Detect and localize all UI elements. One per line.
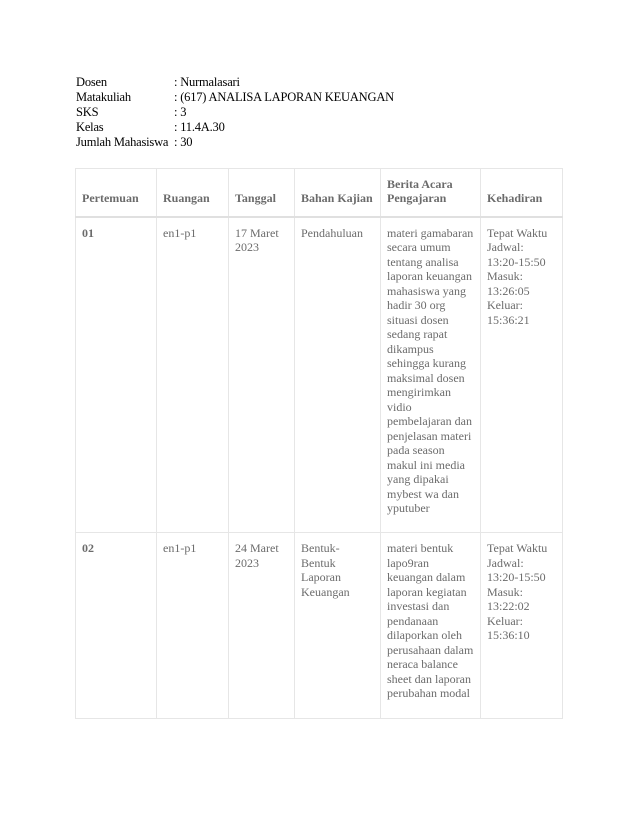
- attendance-check-out: Keluar: 15:36:21: [487, 298, 530, 327]
- cell-pertemuan: 01: [76, 217, 157, 533]
- column-header-tanggal: Tanggal: [229, 169, 295, 217]
- column-header-ruangan: Ruangan: [157, 169, 229, 217]
- info-value: : 30: [174, 135, 193, 149]
- cell-ruangan: en1-p1: [157, 533, 229, 719]
- cell-bahan-kajian: Bentuk-Bentuk Laporan Keuangan: [295, 533, 381, 719]
- info-label: Kelas: [76, 120, 104, 134]
- info-row-dosen: [76, 75, 394, 90]
- attendance-schedule: Jadwal: 13:20-15:50: [487, 555, 546, 584]
- cell-ruangan: en1-p1: [157, 217, 229, 533]
- info-row-sks: [76, 105, 394, 120]
- cell-tanggal: 17 Maret 2023: [229, 217, 295, 533]
- info-value: : (617) ANALISA LAPORAN KEUANGAN: [174, 90, 394, 104]
- table-row: [76, 217, 563, 533]
- attendance-schedule: Jadwal: 13:20-15:50: [487, 240, 546, 269]
- column-header-berita-acara: Berita Acara Pengajaran: [381, 169, 481, 217]
- info-row-matakuliah: [76, 90, 394, 105]
- attendance-status: Tepat Waktu: [487, 225, 548, 240]
- cell-pertemuan: 02: [76, 533, 157, 719]
- info-label: Dosen: [76, 75, 107, 89]
- attendance-table-wrapper: [75, 168, 562, 719]
- cell-kehadiran: [481, 533, 563, 719]
- info-row-jumlah-mahasiswa: [76, 135, 394, 150]
- info-value: : Nurmalasari: [174, 75, 240, 89]
- attendance-check-in: Masuk: 13:22:02: [487, 584, 530, 613]
- info-row-kelas: [76, 120, 394, 135]
- cell-berita-acara: materi bentuk lapo9ran keuangan dalam laporan kegiatan investasi dan pendanaan dilaporkan oleh perusahaan dalam neraca balance sheet dan laporan perubahan modal: [381, 533, 481, 719]
- cell-kehadiran: [481, 217, 563, 533]
- column-header-pertemuan: Pertemuan: [76, 169, 157, 217]
- table-header-row: [76, 169, 563, 217]
- info-label: SKS: [76, 105, 99, 119]
- info-label: Jumlah Mahasiswa: [76, 135, 169, 149]
- attendance-status: Tepat Waktu: [487, 541, 548, 555]
- column-header-kehadiran: Kehadiran: [481, 169, 563, 217]
- info-value: : 3: [174, 105, 187, 119]
- cell-bahan-kajian: Pendahuluan: [295, 217, 381, 533]
- column-header-bahan-kajian: Bahan Kajian: [295, 169, 381, 217]
- table-row: [76, 533, 563, 719]
- attendance-table: [75, 168, 563, 719]
- info-label: Matakuliah: [76, 90, 131, 104]
- course-info-header: [76, 75, 394, 150]
- attendance-check-out: Keluar: 15:36:10: [487, 613, 530, 642]
- attendance-check-in: Masuk: 13:26:05: [487, 269, 530, 298]
- cell-berita-acara: materi gamabaran secara umum tentang analisa laporan keuangan mahasiswa yang hadir 30 org situasi dosen sedang rapat dikampus sehingga kurang maksimal dosen mengirimkan vidio pembelajaran dan penjelasan materi pada season makul ini media yang dipakai mybest wa dan yputuber: [381, 217, 481, 533]
- cell-tanggal: 24 Maret 2023: [229, 533, 295, 719]
- info-value: : 11.4A.30: [174, 120, 225, 134]
